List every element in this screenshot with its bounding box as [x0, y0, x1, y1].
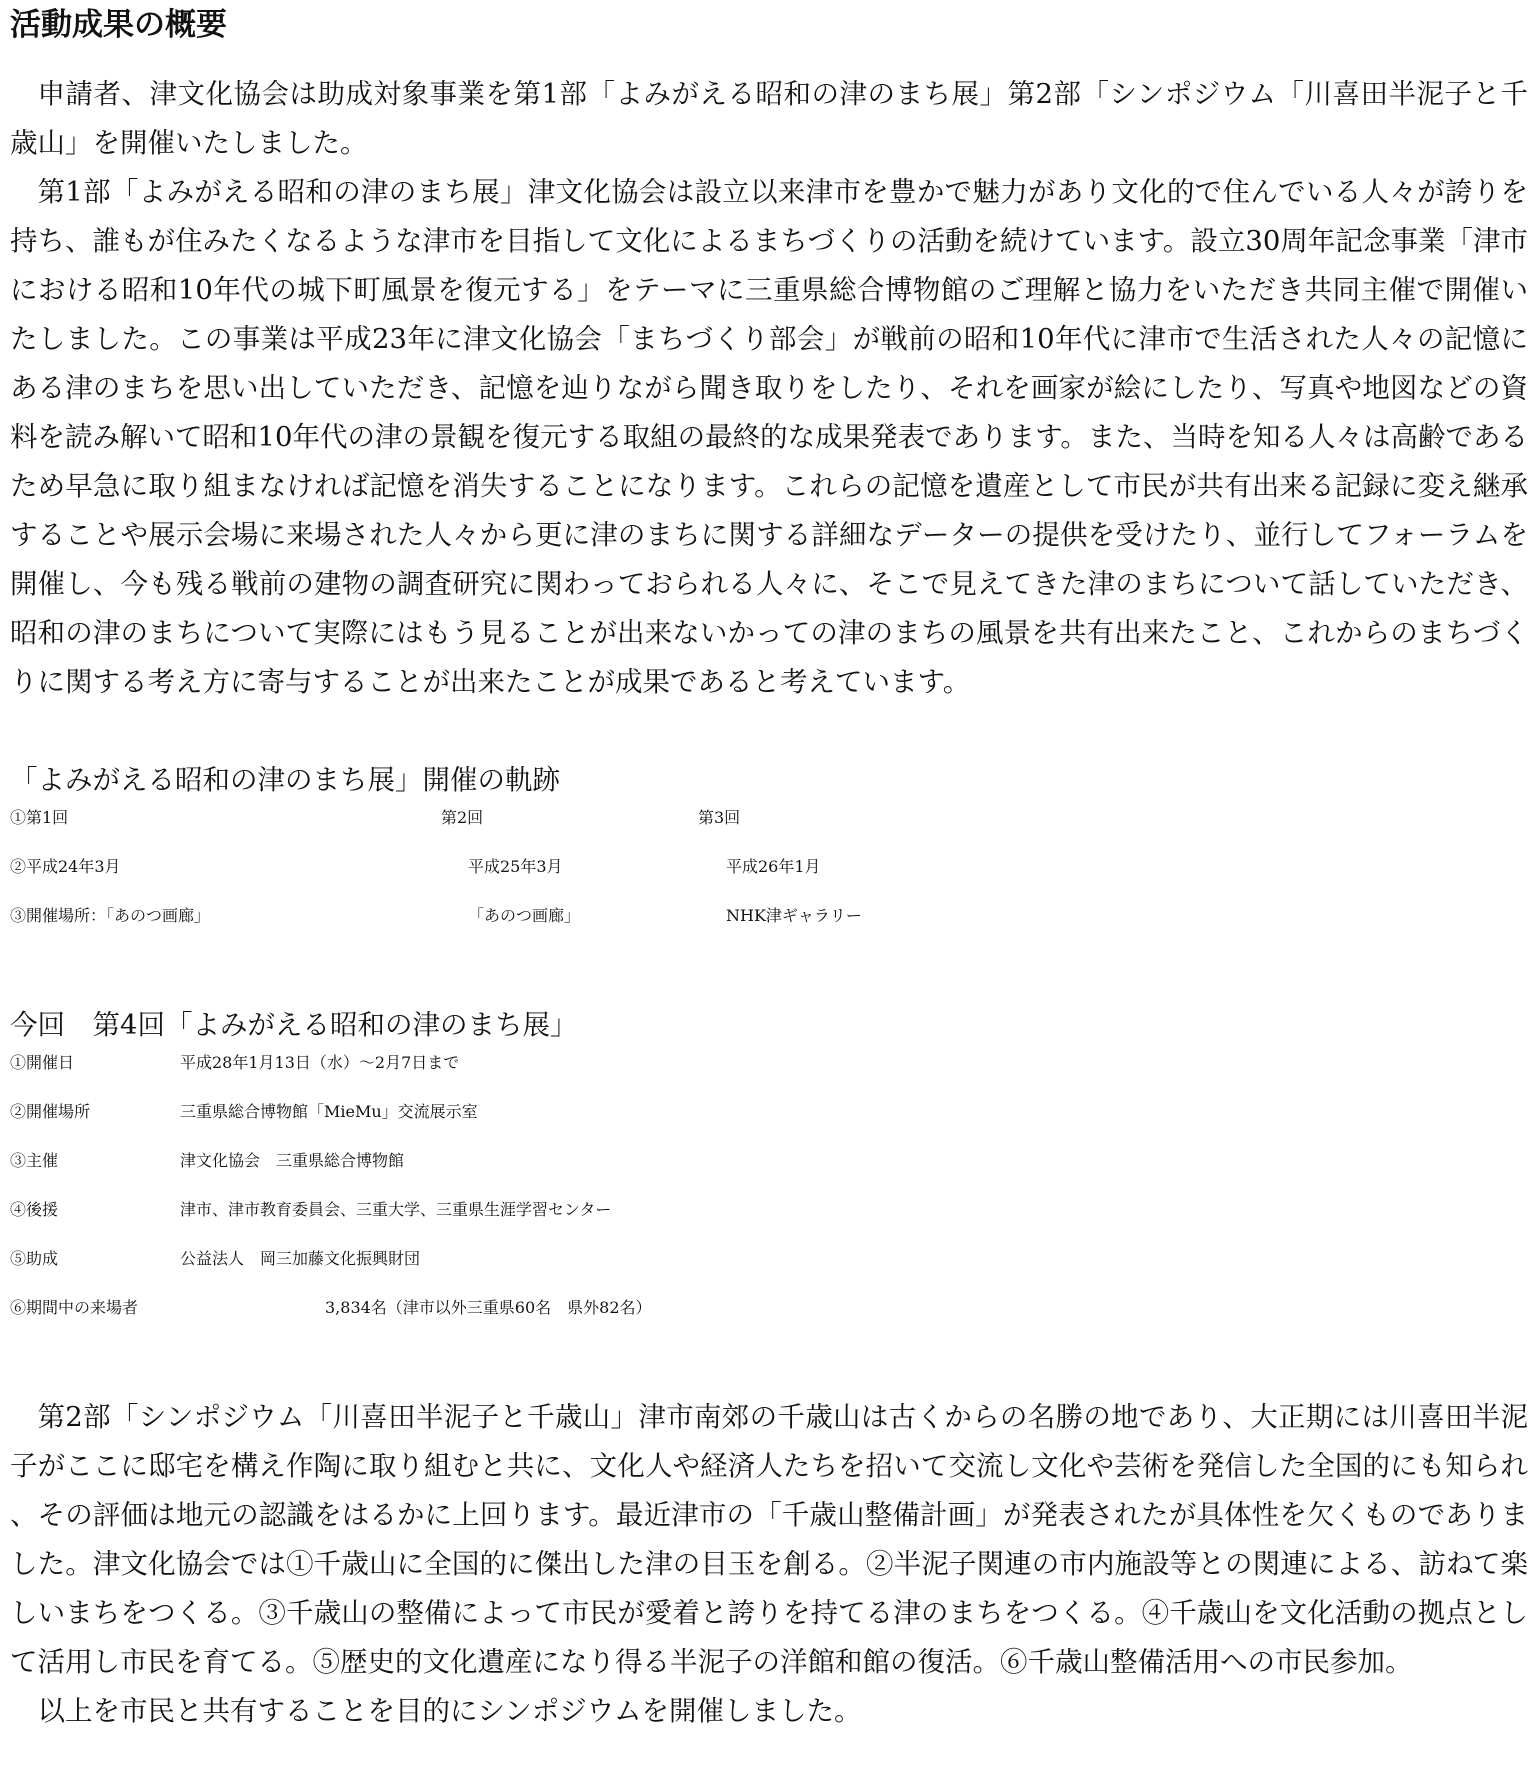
current-item-value: 平成28年1月13日（水）～2月7日まで: [180, 1053, 460, 1072]
current-item-value: 津文化協会 三重県総合博物館: [180, 1151, 405, 1170]
spacer: [10, 707, 1528, 756]
current-item: [10, 1148, 1528, 1197]
current-item: [10, 1099, 1528, 1148]
part2-paragraph: 第2部「シンポジウム「川喜田半泥子と千歳山」津市南郊の千歳山は古くからの名勝の地であり、大正期には川喜田半泥子がここに邸宅を構え作陶に取り組むと共に、文化人や経済人たちを招いて交流し文化や芸術を発信した全国的にも知られ、その評価は地元の認識をはるかに上回ります。最近津市の「千歳山整備計画」が発表されたが具体性を欠くものでありました。津文化協会では①千歳山に全国的に傑出した津の目玉を創る。②半泥子関連の市内施設等との関連による、訪ねて楽しいまちをつくる。③千歳山の整備によって市民が愛着と誇りを持てる津のまちをつくる。④千歳山を文化活動の拠点として活用し市民を育てる。⑤歴史的文化遺産になり得る半泥子の洋館和館の復活。⑥千歳山整備活用への市民参加。: [10, 1401, 1528, 1678]
current-item: [10, 1050, 1528, 1099]
current-item-value: 3,834名（津市以外三重県60名 県外82名）: [325, 1298, 652, 1317]
current-item: [10, 1197, 1528, 1246]
closing-paragraph: 以上を市民と共有することを目的にシンポジウムを開催しました。: [37, 1695, 862, 1727]
intro-paragraph: 申請者、津文化協会は助成対象事業を第1部「よみがえる昭和の津のまち展」第2部「シンポジウム「川喜田半泥子と千歳山」を開催いたしました。: [10, 78, 1528, 159]
current-item-label: ⑤助成: [10, 1249, 59, 1268]
part1-paragraph: 第1部「よみがえる昭和の津のまち展」津文化協会は設立以来津市を豊かで魅力があり文化的で住んでいる人々が誇りを持ち、誰もが住みたくなるような津市を目指して文化によるまちづくりの活動を続けています。設立30周年記念事業「津市における昭和10年代の城下町風景を復元する」をテーマに三重県総合博物館のご理解と協力をいただき共同主催で開催いたしました。この事業は平成23年に津文化協会「まちづくり部会」が戦前の昭和10年代に津市で生活された人々の記憶にある津のまちを思い出していただき、記憶を辿りながら聞き取りをしたり、それを画家が絵にしたり、写真や地図などの資料を読み解いて昭和10年代の津の景観を復元する取組の最終的な成果発表であります。また、当時を知る人々は高齢であるため早急に取り組まなければ記憶を消失することになります。これらの記憶を遺産として市民が共有出来る記録に変え継承することや展示会場に来場された人々から更に津のまちに関する詳細なデーターの提供を受けたり、並行してフォーラムを開催し、今も残る戦前の建物の調査研究に関わっておられる人々に、そこで見えてきた津のまちについて話していただき、昭和の津のまちについて実際にはもう見ることが出来ないかっての津のまちの風景を共有出来たこと、これからのまちづくりに関する考え方に寄与することが出来たことが成果であると考えています。: [10, 176, 1528, 698]
current-item-label: ④後援: [10, 1200, 59, 1219]
history-heading: 「よみがえる昭和の津のまち展」開催の軌跡: [10, 764, 560, 796]
history-row-3-col-1: ③開催場所：「あのつ画廊」: [10, 906, 211, 925]
history-row-3: [10, 903, 1528, 952]
current-item-label: ③主催: [10, 1151, 59, 1170]
current-item: [10, 1246, 1528, 1295]
history-row-1-col-1: ①第1回: [10, 808, 69, 827]
current-item-value: 三重県総合博物館「MieMu」交流展示室: [180, 1102, 478, 1121]
spacer: [10, 952, 1528, 1001]
history-row-2: [10, 854, 1528, 903]
current-item-label: ⑥期間中の来場者: [10, 1298, 139, 1317]
history-row-2-col-2: 平成25年3月: [468, 857, 563, 876]
history-row-2-col-1: ②平成24年3月: [10, 857, 121, 876]
document-page: [0, 6, 1538, 1791]
history-row-1-col-2: 第2回: [441, 808, 484, 827]
current-item-label: ②開催場所: [10, 1102, 91, 1121]
current-item: [10, 1295, 1528, 1344]
document-title: 活動成果の概要: [10, 7, 227, 43]
current-item-label: ①開催日: [10, 1053, 75, 1072]
current-item-value: 津市、津市教育委員会、三重大学、三重県生涯学習センター: [180, 1200, 612, 1219]
spacer: [10, 1344, 1528, 1393]
history-row-1-col-3: 第3回: [698, 808, 741, 827]
current-item-value: 公益法人 岡三加藤文化振興財団: [180, 1249, 421, 1268]
history-row-3-col-2: 「あのつ画廊」: [468, 906, 581, 925]
history-row-2-col-3: 平成26年1月: [726, 857, 821, 876]
history-row-1: [10, 805, 1528, 854]
current-heading: 今回 第4回「よみがえる昭和の津のまち展」: [10, 1009, 578, 1041]
history-row-3-col-3: NHK津ギャラリー: [726, 906, 862, 925]
